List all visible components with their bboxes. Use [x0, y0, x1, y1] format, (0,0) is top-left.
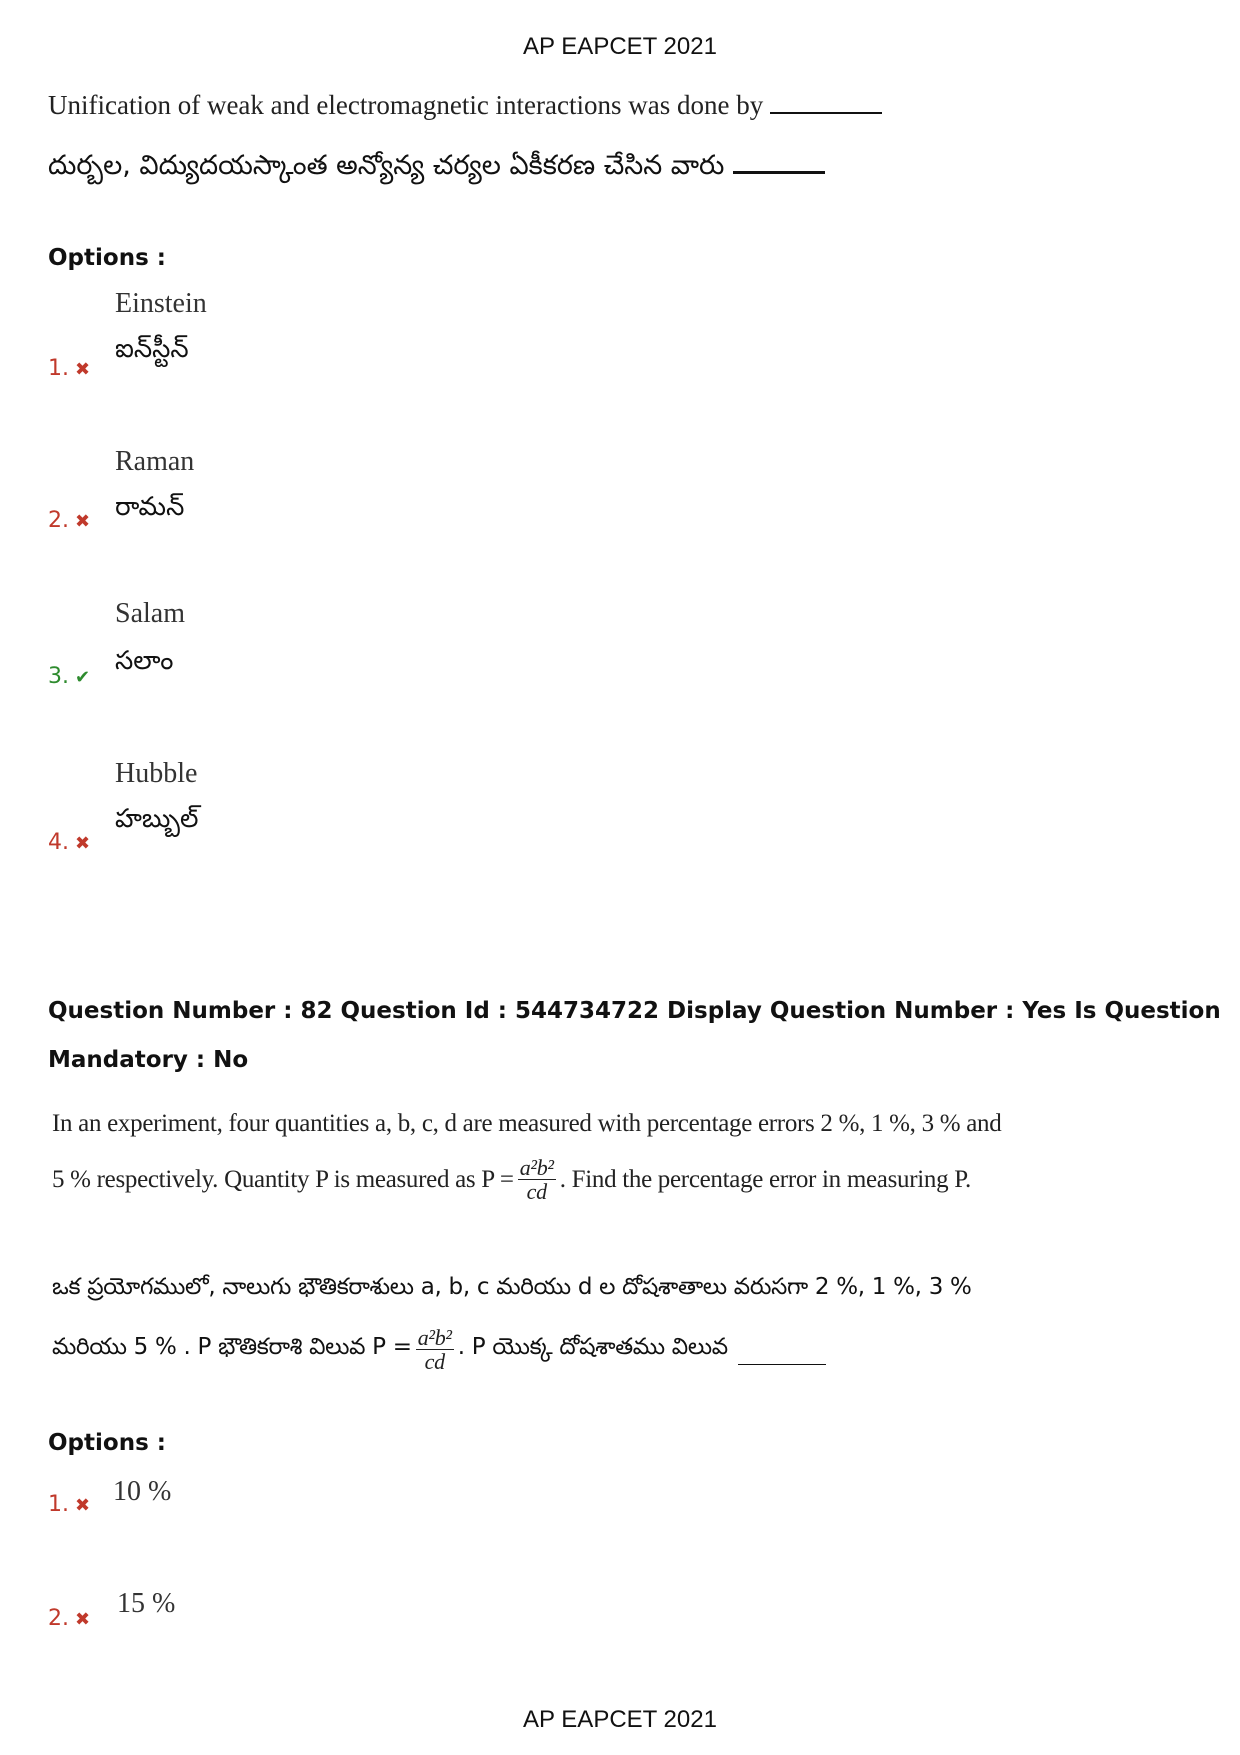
- q82-option-1-number: 1.: [48, 1492, 69, 1517]
- answer-blank-82: [738, 1364, 826, 1365]
- formula-fraction: [518, 1156, 556, 1203]
- option-2-marker: [48, 508, 90, 533]
- option-1-te: ఐన్‌స్టీన్: [115, 334, 189, 364]
- q82-option-1-marker: [48, 1492, 90, 1517]
- check-icon: ✔: [75, 667, 91, 688]
- question-meta-line1: Question Number : 82 Question Id : 544734722 Display Question Number : Yes Is Question: [48, 998, 1221, 1024]
- option-4-te: హబ్బుల్: [115, 804, 199, 834]
- formula-fraction-te: [416, 1326, 454, 1373]
- q82-option-2-number: 2.: [48, 1606, 69, 1631]
- option-2-te: రామన్: [115, 492, 185, 522]
- option-3-te: సలాం: [115, 646, 174, 676]
- cross-icon: ✖: [75, 833, 91, 854]
- question-text-en: [48, 90, 882, 121]
- question-text-en-label: Unification of weak and electromagnetic interactions was done by: [48, 90, 764, 120]
- question-82-en-line1: In an experiment, four quantities a, b, c, d are measured with percentage errors 2 %, 1 %, 3 % and: [52, 1110, 1002, 1137]
- question-text-te: [48, 150, 825, 188]
- option-3-en: Salam: [115, 598, 185, 629]
- options-label: Options :: [48, 245, 166, 271]
- answer-blank: [770, 112, 882, 114]
- option-1-number: 1.: [48, 356, 69, 381]
- option-4-marker: [48, 830, 90, 855]
- question-82-en-line2-b: . Find the percentage error in measuring P.: [559, 1165, 972, 1193]
- q82-option-2-value: 15 %: [117, 1588, 176, 1619]
- page-header: AP EAPCET 2021: [523, 33, 717, 60]
- option-3-number: 3.: [48, 664, 69, 689]
- cross-icon: ✖: [75, 359, 91, 380]
- options-label-82: Options :: [48, 1430, 166, 1456]
- cross-icon: ✖: [75, 1609, 91, 1630]
- question-82-te-line2-a: మరియు 5 % . P భౌతికరాశి విలువ P =: [52, 1333, 412, 1360]
- option-2-en: Raman: [115, 446, 195, 477]
- fraction-numerator-te: a²b²: [417, 1325, 452, 1350]
- cross-icon: ✖: [75, 511, 91, 532]
- option-4-en: Hubble: [115, 758, 198, 789]
- option-3-marker: [48, 664, 90, 689]
- answer-blank-te: [733, 171, 825, 174]
- question-text-te-label: దుర్బల, విద్యుదయస్కాంత అన్యోన్య చర్యల ఏకీకరణ చేసిన వారు: [48, 150, 725, 181]
- fraction-numerator: a²b²: [519, 1155, 554, 1180]
- option-1-marker: [48, 356, 90, 381]
- q82-option-1-value: 10 %: [113, 1476, 172, 1507]
- cross-icon: ✖: [75, 1495, 91, 1516]
- option-4-number: 4.: [48, 830, 69, 855]
- fraction-denominator-te: cd: [424, 1349, 445, 1375]
- question-82-te-line2: [52, 1326, 1202, 1373]
- fraction-denominator: cd: [526, 1179, 547, 1205]
- question-82-en-line2-a: 5 % respectively. Quantity P is measured as P =: [52, 1165, 514, 1193]
- page-footer: AP EAPCET 2021: [523, 1706, 717, 1733]
- question-82-te-line1: ఒక ప్రయోగములో, నాలుగు భౌతికరాశులు a, b, c మరియు d ల దోషశాతాలు వరుసగా 2 %, 1 %, 3 %: [52, 1274, 972, 1300]
- question-82-te-line2-b: . P యొక్క దోషశాతము విలువ: [457, 1333, 728, 1360]
- option-1-en: Einstein: [115, 288, 207, 319]
- option-2-number: 2.: [48, 508, 69, 533]
- q82-option-2-marker: [48, 1606, 90, 1631]
- question-meta-line2: Mandatory : No: [48, 1047, 249, 1073]
- question-82-en-line2: [52, 1156, 1202, 1203]
